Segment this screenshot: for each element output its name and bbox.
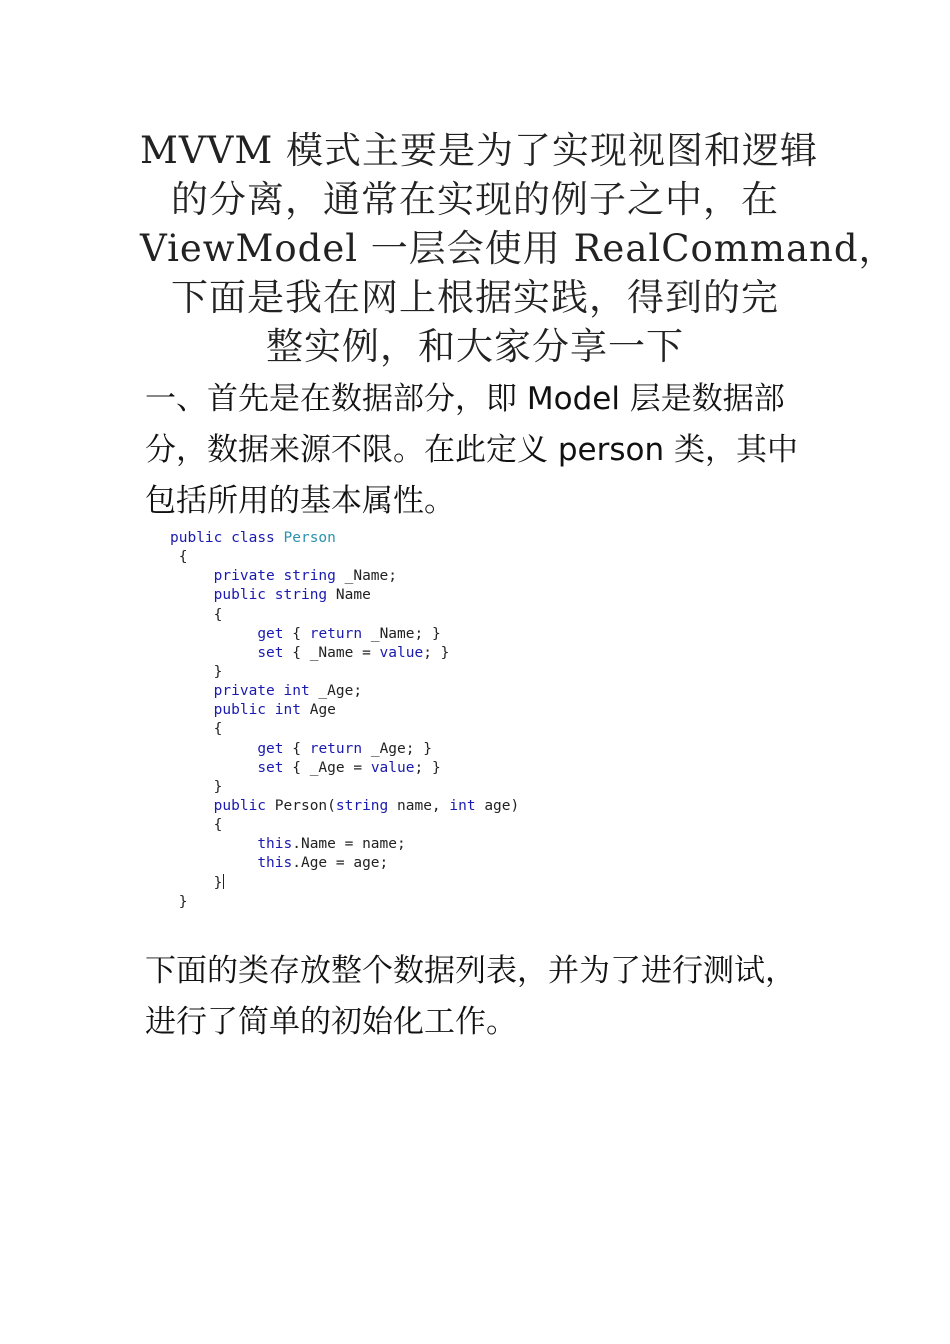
section-datalist-line-2: 进行了简单的初始化工作。: [145, 1004, 517, 1040]
intro-line-4: 下面是我在网上根据实践，得到的完: [171, 276, 779, 319]
section-datalist-line-1: 下面的类存放整个数据列表，并为了进行测试，: [145, 953, 796, 989]
code-line: }: [213, 874, 223, 891]
intro-heading: [140, 126, 897, 371]
code-line: public class Person: [170, 530, 336, 546]
code-screenshot: [170, 529, 590, 912]
code-line: private int _Age;: [213, 683, 363, 700]
code-line: set { _Age = value; }: [257, 759, 441, 776]
code-line: get { return _Age; }: [257, 740, 432, 757]
code-line: {: [178, 549, 188, 566]
code-line: {: [213, 721, 223, 738]
code-line: }: [213, 663, 223, 680]
intro-line-2: 的分离，通常在实现的例子之中，在: [171, 178, 779, 221]
section-model-line-2: 分，数据来源不限。在此定义 person 类，其中: [145, 432, 798, 468]
section-datalist-paragraph: [145, 946, 825, 1048]
section-model-paragraph: [145, 374, 825, 527]
intro-line-3: ViewModel 一层会使用 RealCommand，: [140, 227, 897, 270]
code-line: get { return _Name; }: [257, 625, 441, 642]
code-line: public string Name: [213, 587, 371, 604]
code-line: {: [213, 817, 223, 834]
code-line: public int Age: [213, 702, 336, 719]
intro-line-1: MVVM 模式主要是为了实现视图和逻辑: [140, 129, 818, 172]
intro-line-5: 整实例，和大家分享一下: [266, 325, 684, 368]
section-model-line-1: 一、首先是在数据部分，即 Model 层是数据部: [145, 381, 785, 417]
code-line: public Person(string name, int age): [213, 797, 520, 814]
code-line: {: [213, 606, 223, 623]
code-line: this.Name = name;: [257, 836, 406, 853]
text-cursor: [223, 874, 224, 889]
code-line: }: [178, 893, 188, 910]
code-line: set { _Name = value; }: [257, 644, 450, 661]
code-line: this.Age = age;: [257, 855, 389, 872]
section-model-line-3: 包括所用的基本属性。: [145, 483, 455, 519]
code-line: }: [213, 778, 223, 795]
code-line: private string _Name;: [213, 568, 397, 585]
